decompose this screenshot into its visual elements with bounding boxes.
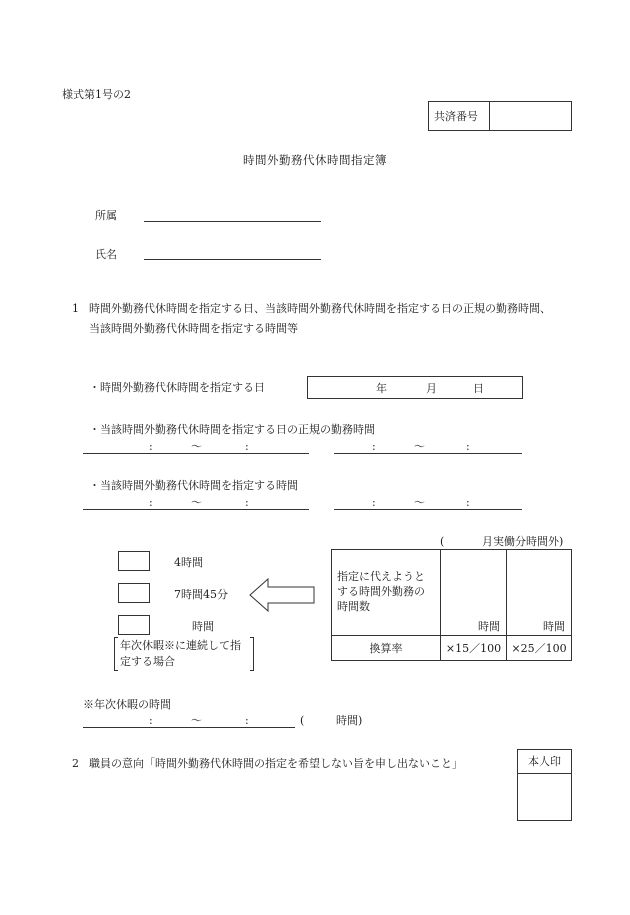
unit-hours-1: 時間: [478, 620, 500, 633]
rate-label: 換算率: [369, 642, 403, 655]
tilde: 〜: [191, 496, 202, 509]
form-id: 様式第1号の2: [62, 88, 131, 101]
designated-date-box[interactable]: [307, 376, 523, 399]
unit-hours-2: 時間: [543, 620, 565, 633]
rate-15: ×15／100: [445, 642, 502, 655]
option-4h-label: 4時間: [174, 556, 203, 569]
table-header-open: (: [440, 535, 445, 548]
note-bracket-left: [114, 637, 118, 671]
colon: :: [372, 440, 376, 453]
option-custom-checkbox[interactable]: [118, 615, 150, 635]
option-custom-label: 時間: [192, 620, 214, 633]
section1-line2: 当該時間外勤務代休時間を指定する時間等: [89, 322, 298, 335]
tilde: 〜: [414, 440, 425, 453]
kyosai-number-box: [428, 101, 572, 131]
item-designated-time: ・当該時間外勤務代休時間を指定する時間: [89, 479, 298, 492]
left-arrow-icon: [248, 577, 316, 613]
note-bracket-right: [250, 637, 254, 671]
kyosai-number-label: 共済番号: [434, 110, 478, 123]
colon: :: [245, 440, 249, 453]
colon: :: [149, 496, 153, 509]
annual-leave-label: ※年次休暇の時間: [83, 698, 171, 711]
seal-label: 本人印: [528, 755, 561, 768]
day-label: 日: [473, 382, 484, 395]
option-7h45m-label: 7時間45分: [174, 588, 228, 601]
annual-leave-open: (: [300, 714, 305, 727]
table-header-text: 月実働分時間外): [482, 535, 564, 548]
annual-leave-time[interactable]: [83, 727, 295, 728]
option-note-line1: 年次休暇※に連続して指: [120, 639, 241, 652]
item-designated-day: ・時間外勤務代休時間を指定する日: [89, 381, 265, 394]
colon: :: [245, 496, 249, 509]
shozoku-label: 所属: [95, 209, 117, 222]
option-note-line2: 定する場合: [120, 655, 175, 668]
shozoku-field[interactable]: [144, 221, 321, 222]
option-7h45m-checkbox[interactable]: [118, 583, 150, 603]
table-row-divider: [332, 635, 571, 636]
seal-box[interactable]: [517, 749, 572, 821]
item-regular-hours: ・当該時間外勤務代休時間を指定する日の正規の勤務時間: [89, 423, 375, 436]
kyosai-divider: [489, 102, 490, 130]
table-label-line3: 時間数: [337, 600, 370, 613]
seal-divider: [518, 773, 571, 774]
conversion-table: [331, 549, 572, 661]
page-title: 時間外勤務代休時間指定簿: [243, 153, 387, 167]
section1-line1: 時間外勤務代休時間を指定する日、当該時間外勤務代休時間を指定する日の正規の勤務時間、: [89, 302, 551, 315]
regular-hours-time-2[interactable]: [334, 453, 522, 454]
designated-time-2[interactable]: [334, 509, 522, 510]
colon: :: [466, 440, 470, 453]
rate-25: ×25／100: [511, 642, 567, 655]
colon: :: [466, 496, 470, 509]
shimei-field[interactable]: [144, 259, 321, 260]
annual-leave-close: 時間): [336, 714, 363, 727]
tilde: 〜: [191, 714, 202, 727]
table-label-line2: する時間外勤務の: [337, 585, 425, 598]
month-label: 月: [426, 382, 437, 395]
tilde: 〜: [191, 440, 202, 453]
year-label: 年: [376, 382, 387, 395]
shimei-label: 氏名: [95, 248, 117, 261]
option-4h-checkbox[interactable]: [118, 551, 150, 571]
tilde: 〜: [414, 496, 425, 509]
section2-text: 職員の意向「時間外勤務代休時間の指定を希望しない旨を申し出ないこと」: [89, 757, 463, 770]
colon: :: [245, 714, 249, 727]
colon: :: [149, 440, 153, 453]
section1-number: 1: [72, 302, 79, 315]
colon: :: [149, 714, 153, 727]
section2-number: 2: [72, 757, 79, 770]
colon: :: [372, 496, 376, 509]
table-label-line1: 指定に代えようと: [337, 570, 425, 583]
